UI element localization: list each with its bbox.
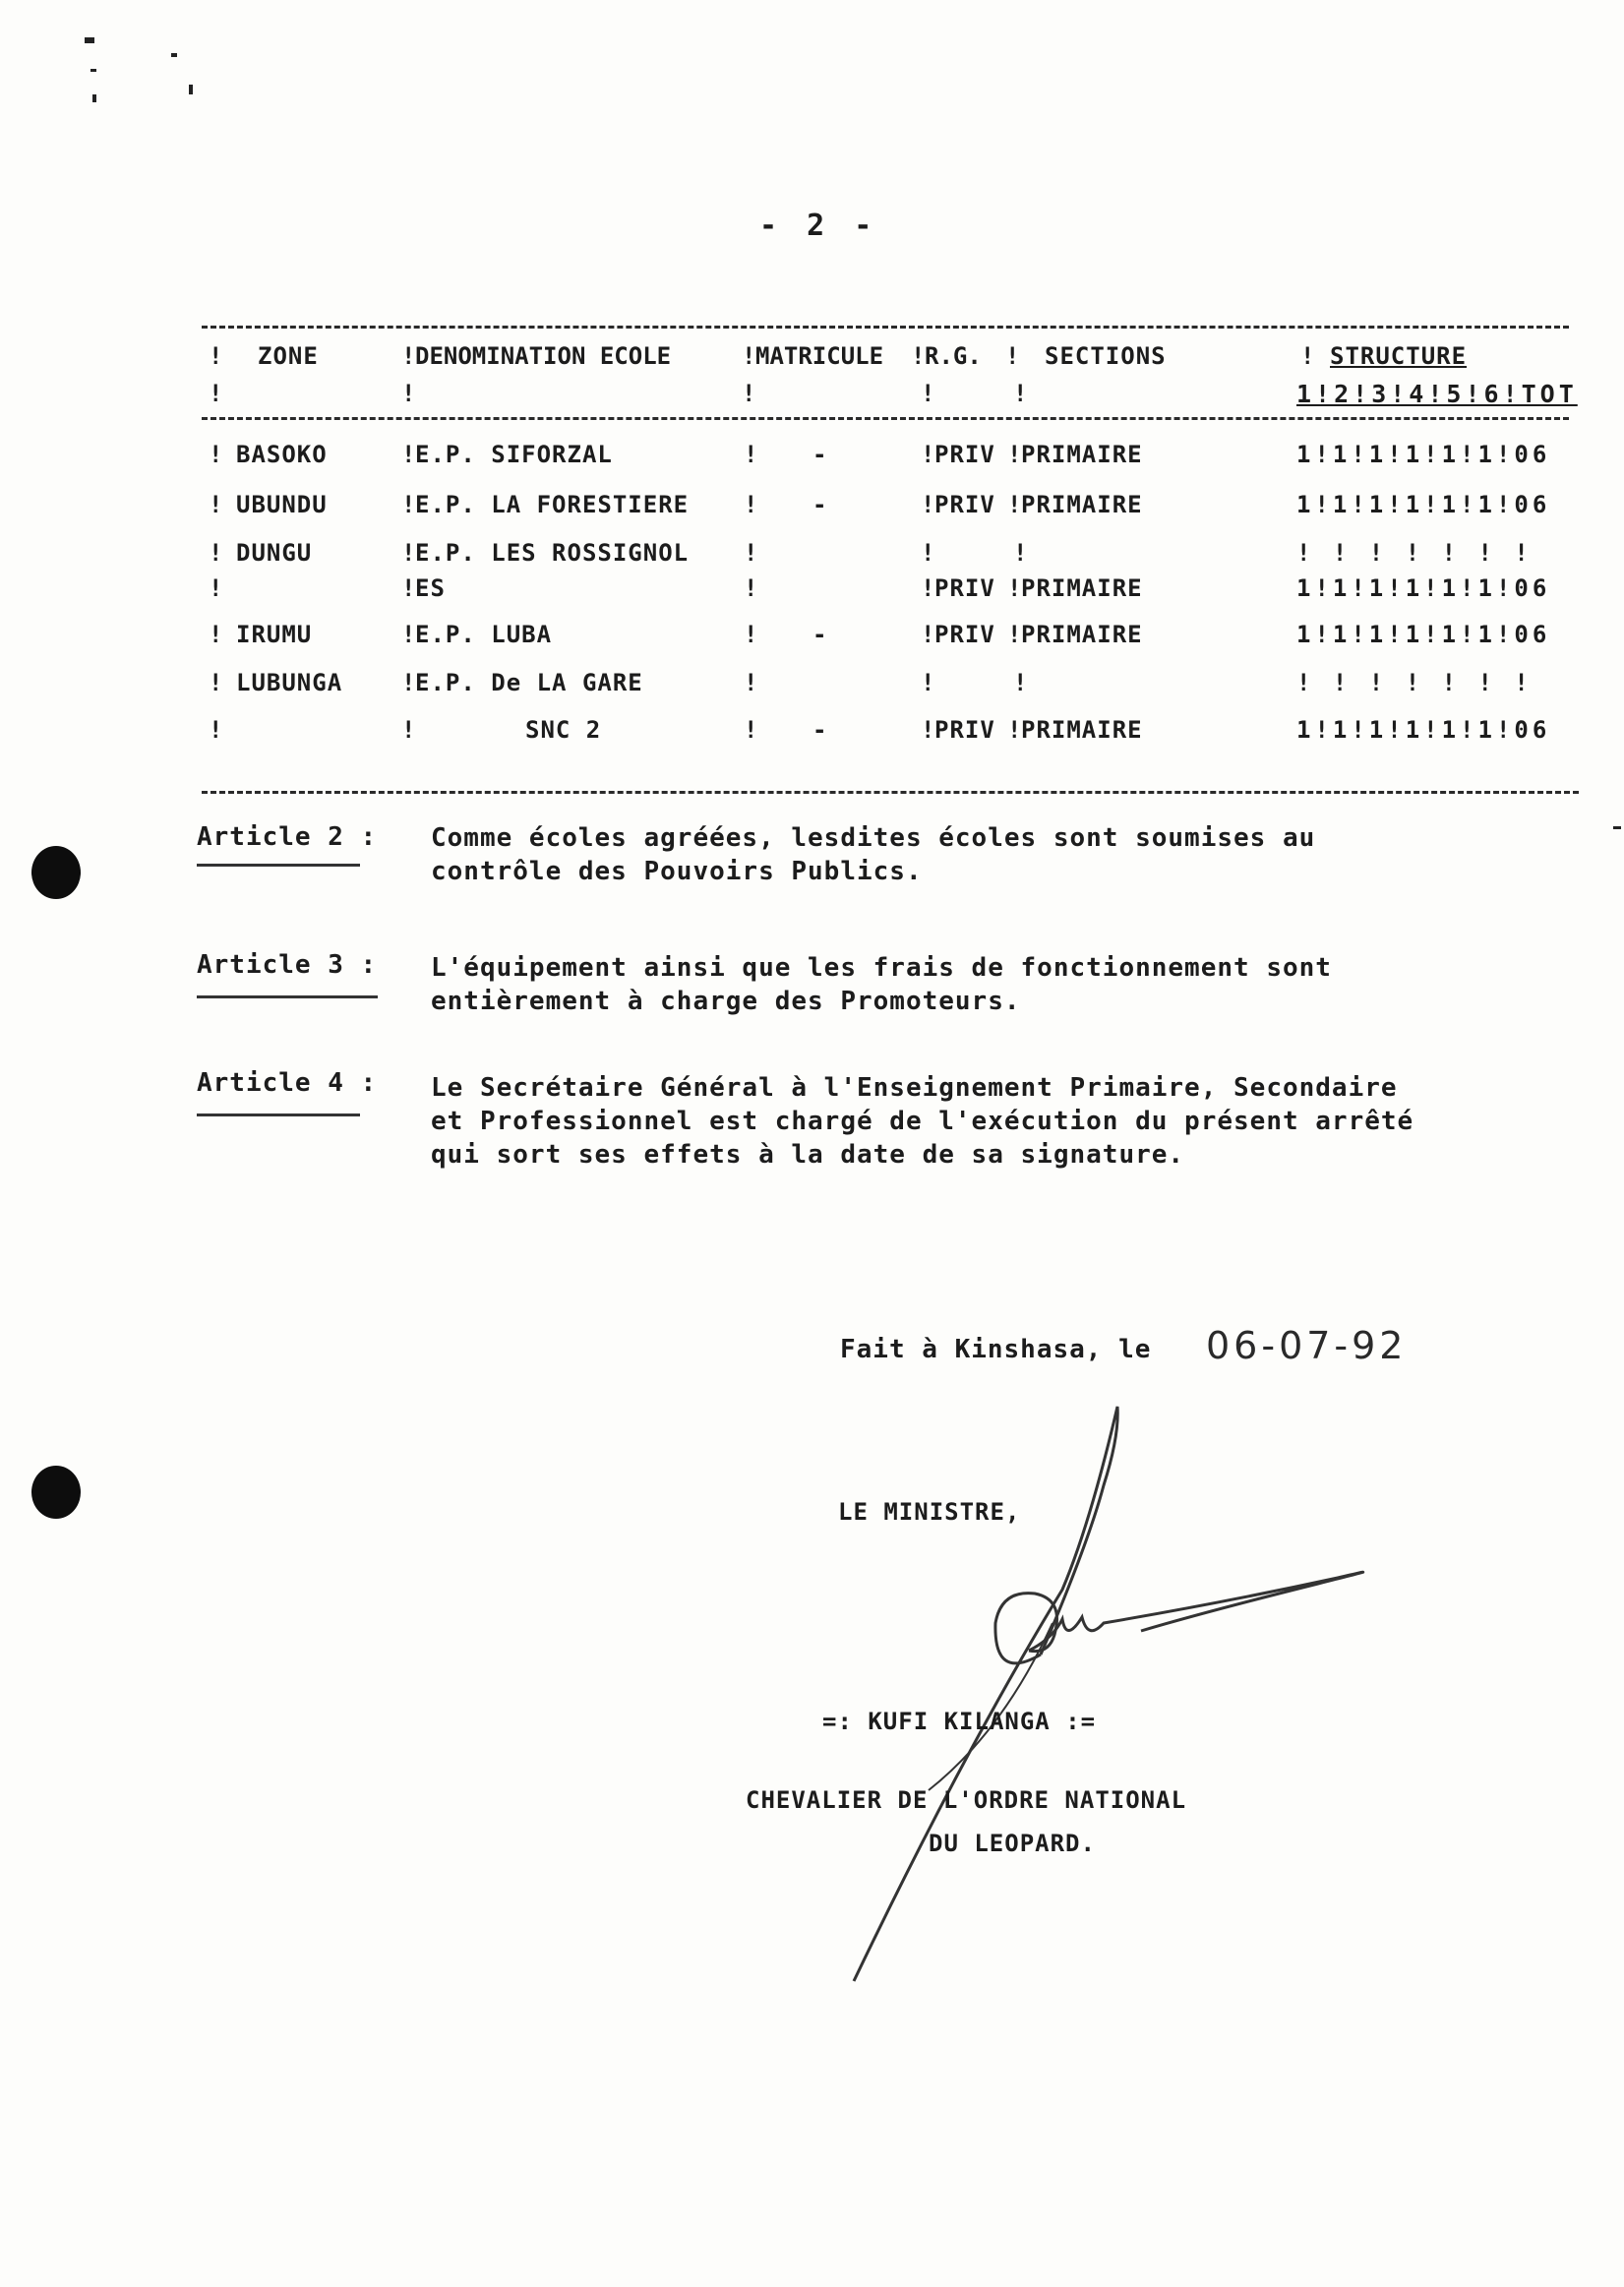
minister-title: LE MINISTRE, xyxy=(838,1498,1021,1526)
row-bar: ! xyxy=(1007,574,1023,602)
row-bar: ! xyxy=(921,621,936,648)
cell-structure-bars: ! ! ! ! ! ! ! xyxy=(1296,669,1533,696)
handwritten-signature xyxy=(846,1397,1397,2007)
handwritten-date: 06-07-92 xyxy=(1206,1324,1408,1367)
row-bar: ! xyxy=(1013,539,1029,567)
header-bar: ! xyxy=(1300,342,1316,370)
article-line: Comme écoles agréées, lesdites écoles sont soumises au xyxy=(431,823,1316,853)
header-bar: ! xyxy=(1005,342,1021,370)
cell-matricule: - xyxy=(812,716,828,744)
row-bar: ! xyxy=(1007,621,1023,648)
cell-section: PRIMAIRE xyxy=(1021,574,1143,602)
row-bar: ! xyxy=(209,441,224,468)
row-bar: ! xyxy=(401,621,417,648)
cell-rg: PRIV xyxy=(934,441,995,468)
header-sections: SECTIONS xyxy=(1045,342,1167,370)
cell-denomination: E.P. LA FORESTIERE xyxy=(415,491,690,518)
row-bar: ! xyxy=(921,669,936,696)
row-bar: ! xyxy=(209,621,224,648)
row-bar: ! xyxy=(1007,441,1023,468)
row-bar: ! xyxy=(744,716,759,744)
punch-hole-top xyxy=(31,846,81,899)
header-bar: ! xyxy=(209,342,224,370)
row-bar: ! xyxy=(401,716,417,744)
cell-structure: 1!1!1!1!1!1!06 xyxy=(1296,441,1551,468)
cell-denomination: E.P. LUBA xyxy=(415,621,553,648)
cell-zone: LUBUNGA xyxy=(236,669,343,696)
header-matricule: MATRICULE xyxy=(755,342,884,370)
cell-structure: 1!1!1!1!1!1!06 xyxy=(1296,716,1551,744)
header-bar: ! xyxy=(1013,380,1029,407)
header-bar: ! xyxy=(911,342,927,370)
cell-structure: 1!1!1!1!1!1!06 xyxy=(1296,574,1551,602)
cell-rg: PRIV xyxy=(934,621,995,648)
cell-denomination: E.P. De LA GARE xyxy=(415,669,643,696)
scan-speck xyxy=(1613,826,1621,829)
header-bar: ! xyxy=(742,380,757,407)
cell-zone: UBUNDU xyxy=(236,491,328,518)
row-bar: ! xyxy=(744,669,759,696)
row-bar: ! xyxy=(209,574,224,602)
row-bar: ! xyxy=(921,539,936,567)
row-bar: ! xyxy=(209,716,224,744)
punch-hole-bottom xyxy=(31,1466,81,1519)
distinction-line-2: DU LEOPARD. xyxy=(929,1830,1096,1857)
row-bar: ! xyxy=(921,441,936,468)
cell-structure-bars: ! ! ! ! ! ! ! xyxy=(1296,539,1533,567)
table-top-rule xyxy=(202,326,1569,329)
cell-section: PRIMAIRE xyxy=(1021,441,1143,468)
header-bar: ! xyxy=(401,342,417,370)
row-bar: ! xyxy=(401,491,417,518)
header-bottom-rule xyxy=(202,417,1569,420)
row-bar: ! xyxy=(744,441,759,468)
cell-matricule: - xyxy=(812,491,828,518)
cell-rg: PRIV xyxy=(934,574,995,602)
place-line: Fait à Kinshasa, le xyxy=(840,1335,1152,1364)
row-bar: ! xyxy=(744,574,759,602)
article-line: contrôle des Pouvoirs Publics. xyxy=(431,857,923,886)
cell-structure: 1!1!1!1!1!1!06 xyxy=(1296,491,1551,518)
article-label: Article 4 : xyxy=(197,1068,378,1098)
row-bar: ! xyxy=(1007,491,1023,518)
header-structure: STRUCTURE xyxy=(1330,342,1468,370)
row-bar: ! xyxy=(401,574,417,602)
cell-zone: BASOKO xyxy=(236,441,328,468)
header-zone: ZONE xyxy=(258,342,319,370)
row-bar: ! xyxy=(401,669,417,696)
header-bar: ! xyxy=(742,342,757,370)
cell-zone: IRUMU xyxy=(236,621,313,648)
article-label: Article 2 : xyxy=(197,822,378,852)
header-denomination: DENOMINATION ECOLE xyxy=(415,342,672,370)
scan-speck xyxy=(171,53,177,57)
article-line: Le Secrétaire Général à l'Enseignement Primaire, Secondaire xyxy=(431,1073,1398,1103)
cell-rg: PRIV xyxy=(934,716,995,744)
scan-speck xyxy=(85,37,94,43)
article-line: et Professionnel est chargé de l'exécution du présent arrêté xyxy=(431,1107,1414,1136)
cell-zone: DUNGU xyxy=(236,539,313,567)
header-structure-columns: 1!2!3!4!5!6!TOT xyxy=(1296,380,1578,408)
row-bar: ! xyxy=(744,491,759,518)
minister-name: =: KUFI KILANGA := xyxy=(822,1708,1097,1735)
header-bar: ! xyxy=(921,380,936,407)
article-underline xyxy=(197,995,378,998)
scan-speck xyxy=(189,85,193,94)
cell-denomination-cont: ES xyxy=(415,574,446,602)
row-bar: ! xyxy=(209,539,224,567)
cell-rg: PRIV xyxy=(934,491,995,518)
row-bar: ! xyxy=(209,669,224,696)
header-bar: ! xyxy=(401,380,417,407)
cell-matricule: - xyxy=(812,621,828,648)
article-line: qui sort ses effets à la date de sa signature. xyxy=(431,1140,1185,1170)
row-bar: ! xyxy=(209,491,224,518)
article-underline xyxy=(197,864,360,867)
cell-denomination: E.P. SIFORZAL xyxy=(415,441,613,468)
page-number: - 2 - xyxy=(759,209,878,243)
row-bar: ! xyxy=(744,539,759,567)
article-line: entièrement à charge des Promoteurs. xyxy=(431,987,1021,1016)
row-bar: ! xyxy=(921,574,936,602)
article-label: Article 3 : xyxy=(197,950,378,980)
cell-section: PRIMAIRE xyxy=(1021,621,1143,648)
row-bar: ! xyxy=(744,621,759,648)
row-bar: ! xyxy=(1013,669,1029,696)
row-bar: ! xyxy=(401,539,417,567)
scan-speck xyxy=(92,94,96,102)
row-bar: ! xyxy=(401,441,417,468)
cell-denomination: E.P. LES ROSSIGNOL xyxy=(415,539,690,567)
article-line: L'équipement ainsi que les frais de fonctionnement sont xyxy=(431,953,1332,983)
cell-structure: 1!1!1!1!1!1!06 xyxy=(1296,621,1551,648)
article-underline xyxy=(197,1113,360,1116)
row-bar: ! xyxy=(921,716,936,744)
scan-speck xyxy=(90,69,96,72)
header-rg: R.G. xyxy=(925,342,982,370)
cell-denomination-cont: SNC 2 xyxy=(525,716,602,744)
row-bar: ! xyxy=(1007,716,1023,744)
header-bar: ! xyxy=(209,380,224,407)
row-bar: ! xyxy=(921,491,936,518)
cell-matricule: - xyxy=(812,441,828,468)
cell-section: PRIMAIRE xyxy=(1021,716,1143,744)
distinction-line-1: CHEVALIER DE L'ORDRE NATIONAL xyxy=(746,1786,1187,1814)
table-bottom-rule xyxy=(202,791,1579,794)
cell-section: PRIMAIRE xyxy=(1021,491,1143,518)
